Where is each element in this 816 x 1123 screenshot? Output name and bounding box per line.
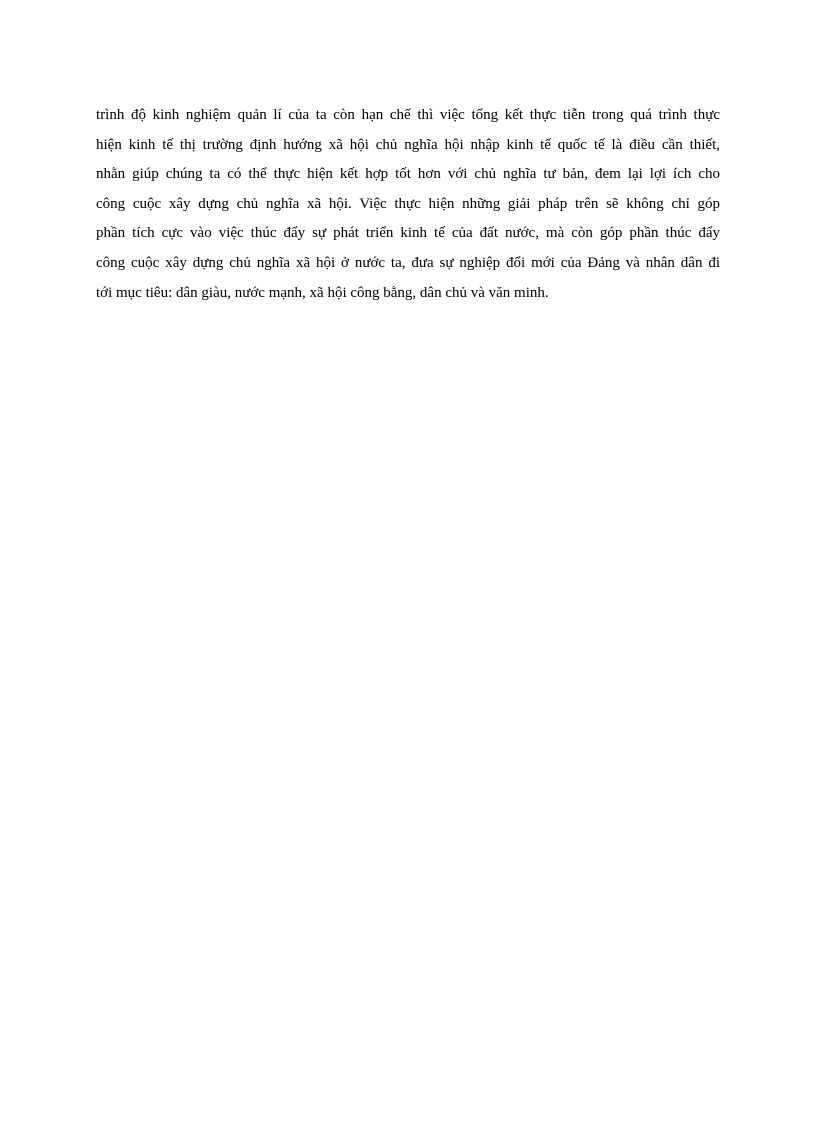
body-paragraph bbox=[96, 101, 720, 308]
paragraph-line: nhằn giúp chúng ta có thể thực hiện kết hợp tốt hơn với chủ nghĩa tư bản, đem lại lợi ích cho bbox=[96, 166, 720, 183]
paragraph-line: trình độ kinh nghiệm quản lí của ta còn hạn chế thì việc tổng kết thực tiễn trong quá trình thực bbox=[96, 107, 720, 123]
paragraph-line: hiện kinh tế thị trường định hướng xã hội chủ nghĩa hội nhập kinh tế quốc tế là điều cần thiết, bbox=[96, 136, 720, 153]
paragraph-line: công cuộc xây dựng chủ nghĩa xã hội ở nước ta, đưa sự nghiệp đổi mới của Đảng và nhân dân đi bbox=[96, 254, 720, 271]
paragraph-line: phần tích cực vào việc thúc đẩy sự phát triển kinh tế của đất nước, mà còn góp phần thúc đẩy bbox=[96, 225, 720, 242]
paragraph-line: tới mục tiêu: dân giàu, nước mạnh, xã hội công bằng, dân chủ và văn minh. bbox=[96, 284, 549, 301]
paragraph-line: công cuộc xây dựng chủ nghĩa xã hội. Việc thực hiện những giải pháp trên sẽ không chỉ góp bbox=[96, 195, 720, 212]
